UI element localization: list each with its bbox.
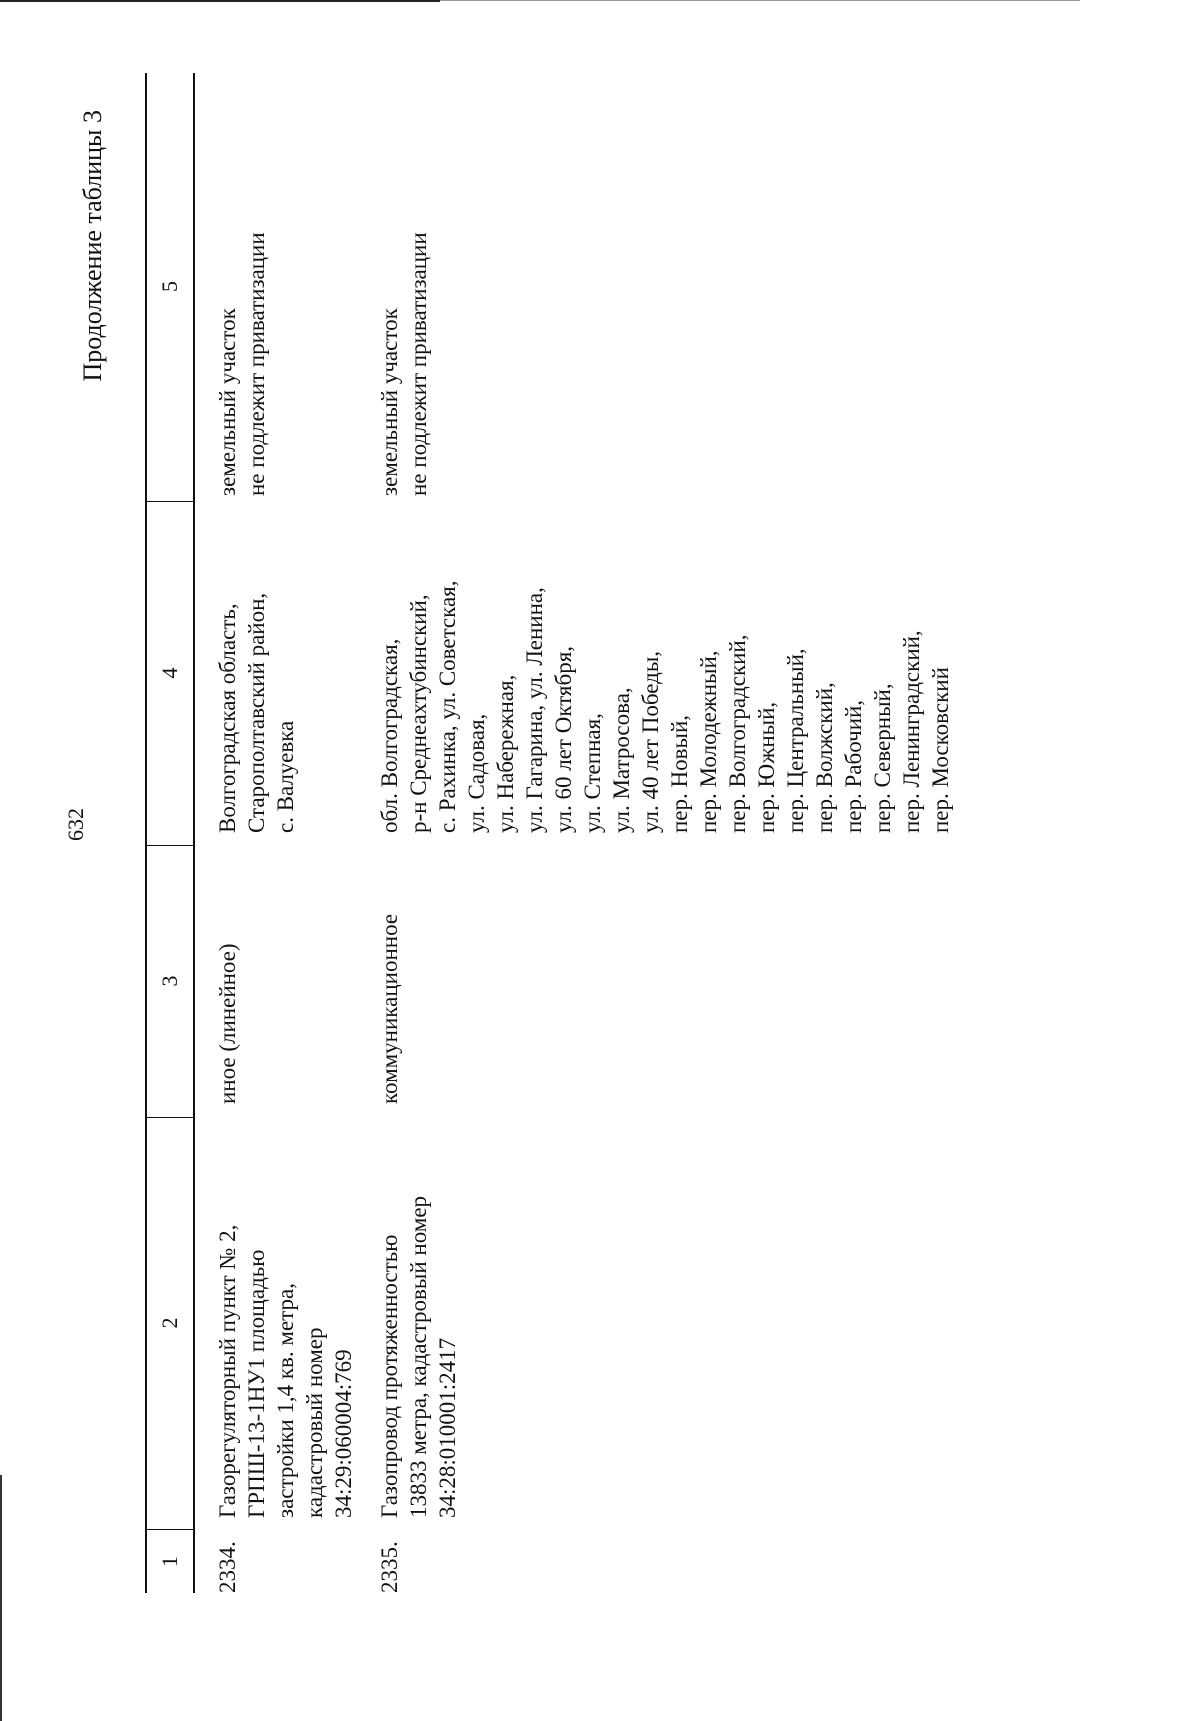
- object-note: земельный участок не подлежит приватизации: [215, 232, 269, 496]
- header-col-5: 5: [147, 72, 193, 502]
- object-address: Волгоградская область, Старополтавский район, с. Валуевка: [215, 592, 298, 833]
- object-type: иное (линейное): [215, 943, 240, 1104]
- header-col-4: 4: [147, 501, 193, 846]
- table-row: [195, 73, 375, 1593]
- row-number: 2334.: [215, 1541, 240, 1593]
- table-row: [375, 73, 1015, 1593]
- object-name: Газопровод протяженностью 13833 метра, кадастровый номер 34:28:010001:2417: [377, 1195, 460, 1518]
- object-name: Газорегуляторный пункт № 2, ГРПШ-13-1НУ1 площадью застройки 1,4 кв. метра, кадастровый номер 34:29:060004:769: [215, 1224, 356, 1518]
- table-header-row: [145, 73, 195, 1593]
- object-type: коммуникационное: [377, 913, 402, 1104]
- object-address: обл. Волгоградская, р-н Среднеахтубинский, с. Рахинка, ул. Советская, ул. Садовая, ул. Набережная, ул. Гагарина, ул. Ленина, ул. 60 лет Октября, ул. Степная, ул. Матросова, ул. 40 лет Победы, пер. Новый, пер. Молодежный, пер. Волгоградский, пер. Южный, пер. Центральный, пер. Волжский, пер. Рабочий, пер. Северный, пер. Ленинградский, пер. Московский: [377, 580, 953, 833]
- row-number: 2335.: [377, 1541, 402, 1593]
- object-note: земельный участок не подлежит приватизации: [377, 232, 431, 496]
- page-number: 632: [63, 808, 88, 841]
- data-table: [145, 73, 1015, 1593]
- table-continuation-label: Продолжение таблицы 3: [78, 110, 107, 382]
- header-col-2: 2: [147, 1117, 193, 1530]
- header-col-3: 3: [147, 845, 193, 1118]
- header-col-1: 1: [157, 1556, 182, 1567]
